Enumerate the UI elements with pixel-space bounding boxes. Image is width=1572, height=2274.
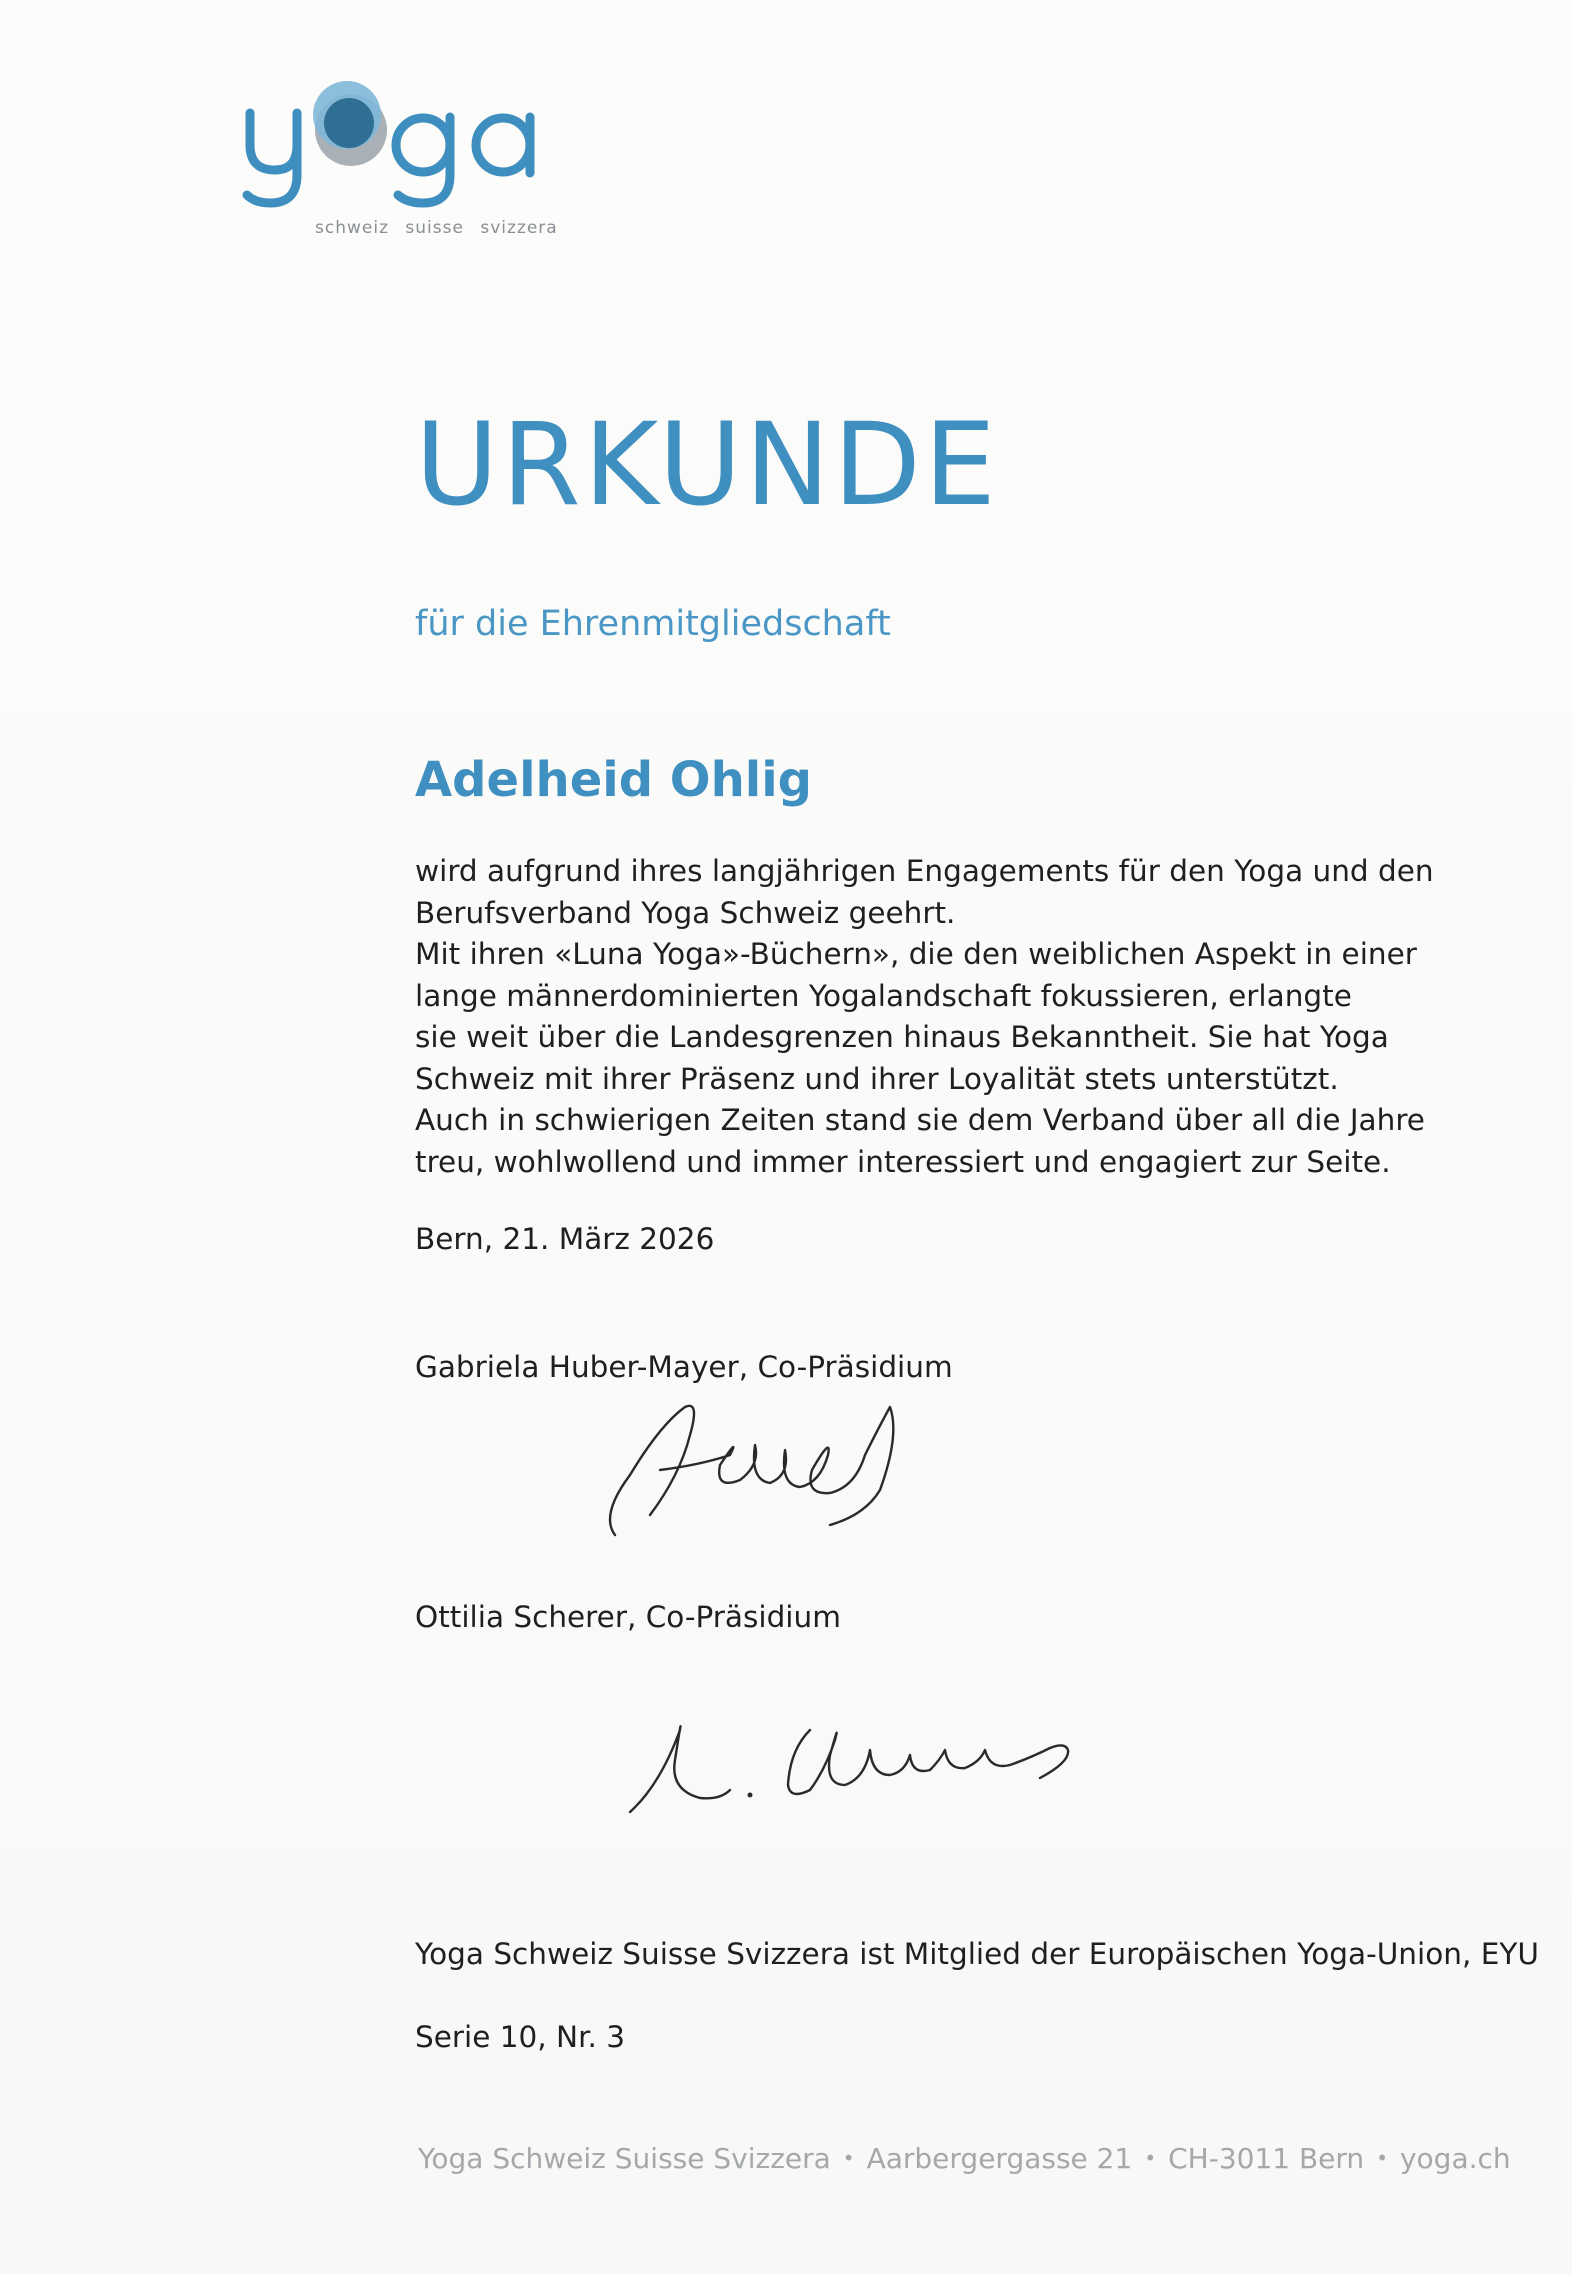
footer-city: CH-3011 Bern	[1168, 2142, 1365, 2175]
yoga-logo-icon	[235, 75, 555, 215]
signature-2	[620, 1690, 1080, 1834]
body-line: sie weit über die Landesgrenzen hinaus Bekanntheit. Sie hat Yoga	[415, 1020, 1389, 1054]
logo-tagline-fr: suisse	[405, 218, 464, 238]
footer-separator: •	[842, 2146, 855, 2170]
footer-separator: •	[1144, 2146, 1157, 2170]
signature-1	[590, 1395, 930, 1549]
body-line: wird aufgrund ihres langjährigen Engagements für den Yoga und den	[415, 854, 1434, 888]
body-line: treu, wohlwollend und immer interessiert und engagiert zur Seite.	[415, 1144, 1391, 1179]
series-number: Serie 10, Nr. 3	[415, 2020, 626, 2054]
logo-tagline-de: schweiz	[315, 218, 389, 238]
recipient-name: Adelheid Ohlig	[415, 752, 813, 808]
body-line: Schweiz mit ihrer Präsenz und ihrer Loyalität stets unterstützt.	[415, 1061, 1339, 1096]
footer-separator: •	[1376, 2146, 1388, 2170]
place-and-date: Bern, 21. März 2026	[415, 1222, 715, 1256]
certificate-body	[415, 851, 1535, 1183]
membership-note: Yoga Schweiz Suisse Svizzera ist Mitglied der Europäischen Yoga-Union, EYU	[415, 1937, 1539, 1971]
handwritten-signature-icon	[590, 1395, 930, 1545]
certificate-title: URKUNDE	[415, 398, 999, 531]
footer-website: yoga.ch	[1399, 2142, 1511, 2175]
footer-org: Yoga Schweiz Suisse Svizzera	[418, 2142, 831, 2175]
logo-tagline	[315, 218, 568, 238]
body-line: Auch in schwierigen Zeiten stand sie dem Verband über all die Jahre	[415, 1103, 1425, 1137]
body-line: Berufsverband Yoga Schweiz geehrt.	[415, 895, 956, 930]
footer-address	[418, 2142, 1511, 2175]
signer-1-name: Gabriela Huber-Mayer, Co-Präsidium	[415, 1350, 953, 1384]
certificate-subtitle: für die Ehrenmitgliedschaft	[415, 604, 891, 644]
body-line: Mit ihren «Luna Yoga»-Büchern», die den weiblichen Aspekt in einer	[415, 937, 1417, 971]
signer-2-name: Ottilia Scherer, Co-Präsidium	[415, 1600, 841, 1634]
logo-tagline-it: svizzera	[480, 218, 558, 238]
handwritten-signature-icon	[620, 1690, 1080, 1830]
body-line: lange männerdominierten Yogalandschaft fokussieren, erlangte	[415, 978, 1352, 1013]
footer-street: Aarbergergasse 21	[866, 2142, 1133, 2175]
